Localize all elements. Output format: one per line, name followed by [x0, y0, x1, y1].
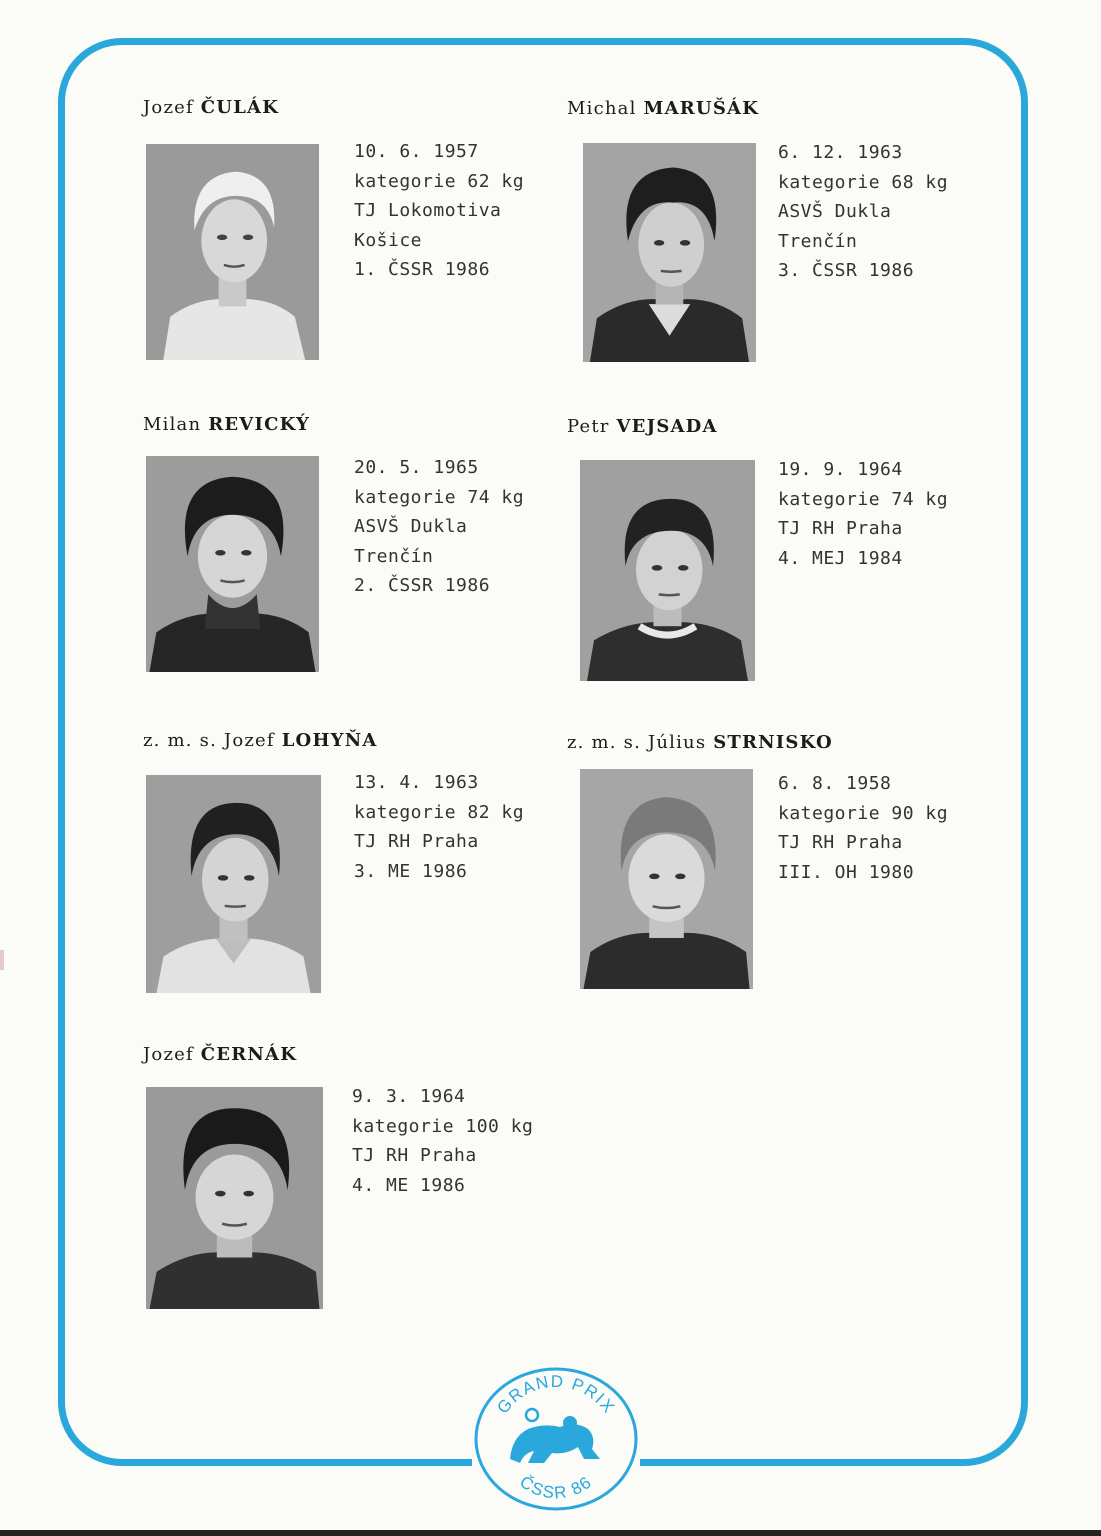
athlete-surname: REVICKÝ	[208, 414, 311, 435]
athlete-surname: MARUŠÁK	[643, 98, 760, 119]
weight-category: kategorie 82 kg	[354, 801, 525, 823]
scan-bottom-edge	[0, 1530, 1101, 1536]
athlete-name	[567, 416, 718, 437]
club: TJ RH Praha	[352, 1145, 477, 1167]
club: ASVŠ Dukla	[778, 201, 892, 223]
athlete-first-name: Jozef	[143, 97, 194, 118]
athlete-name	[567, 732, 833, 753]
athlete-first-name: Petr	[567, 416, 610, 437]
athlete-photo	[146, 144, 319, 360]
athlete-surname: VEJSADA	[616, 416, 718, 437]
athlete-surname: STRNISKO	[713, 732, 833, 753]
athlete-surname: ČERNÁK	[200, 1044, 298, 1065]
club: TJ RH Praha	[778, 832, 903, 854]
athlete-title: z. m. s.	[567, 732, 641, 753]
birth-date: 9. 3. 1964	[352, 1086, 466, 1107]
logo-top-text: GRAND PRIX	[493, 1371, 619, 1418]
best-result: 1. ČSSR 1986	[354, 259, 491, 281]
birth-date: 20. 5. 1965	[354, 457, 479, 478]
club: TJ Lokomotiva	[354, 200, 502, 222]
best-result: 4. ME 1986	[352, 1174, 466, 1196]
athlete-surname: LOHYŇA	[281, 730, 378, 751]
weight-category: kategorie 100 kg	[352, 1115, 534, 1137]
best-result: 2. ČSSR 1986	[354, 575, 491, 597]
best-result: 3. ME 1986	[354, 860, 468, 882]
weight-category: kategorie 68 kg	[778, 171, 949, 193]
birth-date: 6. 8. 1958	[778, 773, 892, 794]
birth-date: 10. 6. 1957	[354, 141, 479, 162]
athlete-name	[143, 97, 279, 118]
athlete-photo	[583, 143, 756, 362]
athlete-info	[354, 137, 524, 285]
weight-category: kategorie 74 kg	[778, 488, 949, 510]
athlete-first-name: Július	[647, 732, 707, 753]
weight-category: kategorie 74 kg	[354, 486, 525, 508]
athlete-surname: ČULÁK	[200, 97, 280, 118]
athlete-name	[143, 730, 378, 751]
athlete-name	[143, 1044, 297, 1065]
athlete-photo	[580, 769, 753, 989]
club-city: Trenčín	[354, 545, 434, 567]
scan-mark	[0, 950, 4, 970]
athlete-first-name: Michal	[567, 98, 637, 119]
athlete-info	[354, 453, 524, 601]
logo-bottom-text: ČSSR 86	[516, 1472, 596, 1503]
athlete-first-name: Jozef	[143, 1044, 194, 1065]
athlete-info	[352, 1082, 533, 1200]
club: ASVŠ Dukla	[354, 516, 468, 538]
athlete-first-name: Jozef	[223, 730, 275, 751]
birth-date: 13. 4. 1963	[354, 772, 479, 793]
athlete-photo	[580, 460, 755, 681]
weight-category: kategorie 62 kg	[354, 170, 525, 192]
athlete-info	[778, 138, 948, 286]
best-result: III. OH 1980	[778, 861, 915, 883]
athlete-info	[778, 769, 948, 887]
athlete-photo	[146, 775, 321, 993]
athlete-name	[567, 98, 759, 119]
club: TJ RH Praha	[778, 518, 903, 540]
weight-category: kategorie 90 kg	[778, 802, 949, 824]
club-city: Trenčín	[778, 230, 858, 252]
athlete-info	[354, 768, 524, 886]
birth-date: 6. 12. 1963	[778, 142, 903, 163]
birth-date: 19. 9. 1964	[778, 459, 903, 480]
athlete-title: z. m. s.	[143, 730, 217, 751]
best-result: 4. MEJ 1984	[778, 547, 903, 569]
grand-prix-logo	[472, 1363, 640, 1511]
club: TJ RH Praha	[354, 831, 479, 853]
athlete-info	[778, 455, 948, 573]
club-city: Košice	[354, 229, 423, 251]
athlete-photo	[146, 456, 319, 672]
athlete-first-name: Milan	[143, 414, 202, 435]
best-result: 3. ČSSR 1986	[778, 260, 915, 282]
athlete-photo	[146, 1087, 323, 1309]
athlete-name	[143, 414, 310, 435]
